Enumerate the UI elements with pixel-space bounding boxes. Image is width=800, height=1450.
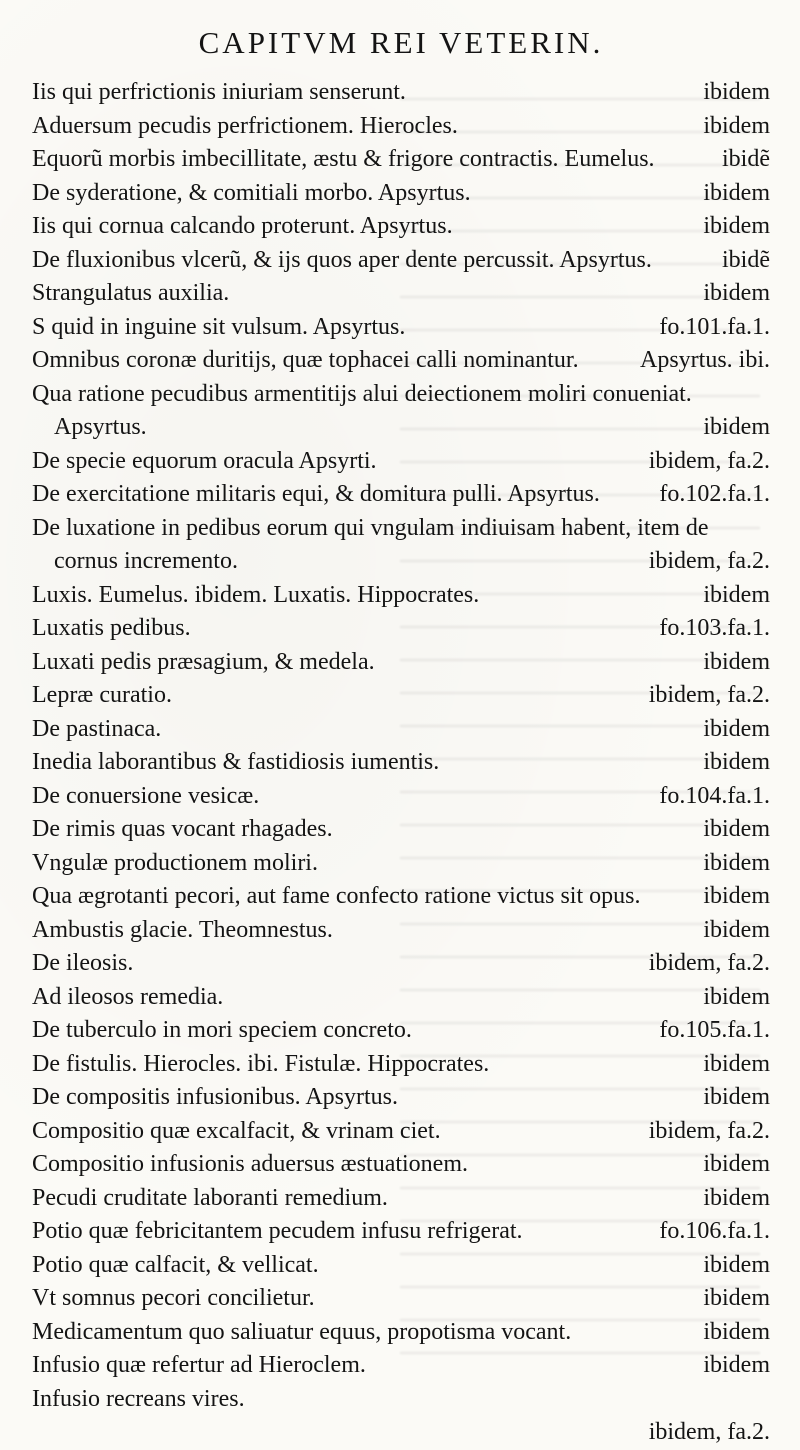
- index-entry: [32, 1249, 770, 1283]
- entry-reference: ibidem: [703, 1251, 770, 1278]
- index-entry: [32, 311, 770, 345]
- index-entry: [32, 76, 770, 110]
- entry-text: Aduersum pecudis perfrictionem. Hierocles.: [32, 112, 458, 139]
- entry-reference: fo.104.fa.1.: [659, 782, 770, 809]
- index-entry: [32, 143, 770, 177]
- entry-reference: ibidem: [703, 1285, 770, 1311]
- entry-text: Inedia laborantibus & fastidiosis iumentis.: [32, 749, 440, 775]
- entry-reference: ibidem, fa.2.: [648, 1419, 770, 1445]
- entry-reference: ibidem: [703, 916, 770, 943]
- entry-text: Iis qui cornua calcando proterunt. Apsyrtus.: [32, 213, 453, 239]
- entry-text: Potio quæ calfacit, & vellicat.: [32, 1251, 319, 1278]
- index-entry: [32, 1148, 770, 1182]
- entry-text: De luxatione in pedibus eorum qui vngulam indiuisam habent, item de: [32, 514, 709, 541]
- index-entry: [32, 847, 770, 881]
- entry-reference: ibidem: [703, 1184, 770, 1211]
- index-entry: [32, 947, 770, 981]
- entry-reference: ibidem: [703, 883, 770, 909]
- entry-reference: ibidem: [703, 179, 770, 206]
- entry-reference: fo.102.fa.1.: [659, 481, 770, 507]
- index-entry: [32, 177, 770, 211]
- entry-text: Iis qui perfrictionis iniuriam senserunt.: [32, 79, 406, 105]
- index-entry: [32, 1316, 770, 1350]
- entry-reference: ibidem: [703, 414, 770, 440]
- index-entry: [32, 746, 770, 780]
- entry-text: De conuersione vesicæ.: [32, 782, 260, 809]
- index-entry-continuation: [32, 1416, 770, 1450]
- index-entry: [32, 1215, 770, 1249]
- index-entry-continuation: [32, 545, 770, 579]
- entry-reference: fo.101.fa.1.: [659, 313, 770, 340]
- entry-text: De exercitatione militaris equi, & domitura pulli. Apsyrtus.: [32, 481, 600, 507]
- entry-reference: ibidem: [703, 749, 770, 775]
- entry-reference: ibidem: [703, 715, 770, 742]
- entry-text: Infusio recreans vires.: [32, 1385, 245, 1412]
- index-entry: [32, 1081, 770, 1115]
- index-entry: [32, 1349, 770, 1383]
- entry-text: S quid in inguine sit vulsum. Apsyrtus.: [32, 313, 406, 340]
- entry-reference: ibidem: [703, 816, 770, 842]
- index-entry: [32, 646, 770, 680]
- entry-text: De tuberculo in mori speciem concreto.: [32, 1017, 412, 1043]
- entry-reference: fo.103.fa.1.: [659, 615, 770, 641]
- entry-reference: ibidem: [703, 1151, 770, 1177]
- entry-reference: ibidem: [703, 79, 770, 105]
- entry-text: Luxatis pedibus.: [32, 615, 191, 641]
- entry-reference: ibidem, fa.2.: [648, 548, 770, 574]
- entry-text: De syderatione, & comitiali morbo. Apsyrtus.: [32, 179, 471, 206]
- entry-text: De pastinaca.: [32, 715, 162, 742]
- entry-reference: fo.106.fa.1.: [659, 1218, 770, 1244]
- entry-text: Medicamentum quo saliuatur equus, propotisma vocant.: [32, 1318, 572, 1345]
- index-entry: [32, 277, 770, 311]
- entry-text: Lepræ curatio.: [32, 682, 172, 708]
- entry-text: De rimis quas vocant rhagades.: [32, 816, 333, 842]
- entry-reference: Apsyrtus. ibi.: [639, 347, 770, 373]
- entry-text: Compositio infusionis aduersus æstuationem.: [32, 1151, 468, 1177]
- index-entry: [32, 445, 770, 479]
- entry-text: De ileosis.: [32, 950, 134, 976]
- index-entry: [32, 679, 770, 713]
- entry-reference: ibidem, fa.2.: [648, 950, 770, 976]
- entry-reference: ibidem: [703, 1050, 770, 1077]
- entry-reference: ibidem, fa.2.: [648, 1117, 770, 1144]
- entry-reference: ibidem: [703, 581, 770, 608]
- entry-reference: ibidem: [703, 983, 770, 1010]
- entry-text: Qua ægrotanti pecori, aut fame confecto ratione victus sit opus.: [32, 883, 641, 909]
- entry-text: Vt somnus pecori concilietur.: [32, 1285, 315, 1311]
- entry-text: De fistulis. Hierocles. ibi. Fistulæ. Hippocrates.: [32, 1050, 490, 1077]
- index-entry-continuation: [32, 411, 770, 445]
- entry-reference: ibidẽ: [722, 246, 770, 273]
- index-entry: [32, 813, 770, 847]
- entry-text: Compositio quæ excalfacit, & vrinam ciet.: [32, 1117, 441, 1144]
- index-entry: [32, 210, 770, 244]
- index-entry: [32, 1014, 770, 1048]
- entry-reference: ibidem: [703, 1318, 770, 1345]
- entry-text: Ambustis glacie. Theomnestus.: [32, 916, 333, 943]
- entry-reference: ibidẽ: [722, 146, 770, 172]
- index-entry: [32, 880, 770, 914]
- index-entry: [32, 1115, 770, 1149]
- index-entry: [32, 478, 770, 512]
- entry-text: Pecudi cruditate laboranti remedium.: [32, 1184, 388, 1211]
- entry-reference: ibidem: [703, 112, 770, 139]
- index-entry: [32, 110, 770, 144]
- entry-text: Luxis. Eumelus. ibidem. Luxatis. Hippocrates.: [32, 581, 480, 608]
- running-header: CAPITVM REI VETERIN.: [198, 25, 604, 60]
- entry-text: Equorũ morbis imbecillitate, æstu & frigore contractis. Eumelus.: [32, 146, 655, 172]
- entry-reference: ibidem: [703, 648, 770, 675]
- index-entry: [32, 579, 770, 613]
- index-entry: [32, 512, 770, 546]
- index-entry: [32, 612, 770, 646]
- index-entry: [32, 1048, 770, 1082]
- entry-text: Strangulatus auxilia.: [32, 280, 230, 306]
- index-entry: [32, 244, 770, 278]
- entry-text: Ad ileosos remedia.: [32, 983, 224, 1010]
- entry-reference: ibidem, fa.2.: [648, 447, 770, 474]
- entry-text: Potio quæ febricitantem pecudem infusu refrigerat.: [32, 1218, 523, 1244]
- entry-text: De fluxionibus vlcerũ, & ijs quos aper dente percussit. Apsyrtus.: [32, 246, 652, 273]
- entry-reference: ibidem: [703, 1084, 770, 1110]
- entry-text: De specie equorum oracula Apsyrti.: [32, 447, 377, 474]
- entry-text: Vngulæ productionem moliri.: [32, 849, 318, 876]
- entry-reference: ibidem: [703, 213, 770, 239]
- entry-text: Infusio quæ refertur ad Hieroclem.: [32, 1352, 366, 1378]
- entry-reference: ibidem, fa.2.: [648, 682, 770, 708]
- entry-text: De compositis infusionibus. Apsyrtus.: [32, 1084, 399, 1110]
- entry-reference: ibidem: [703, 280, 770, 306]
- index-entry: [32, 1182, 770, 1216]
- index-entry: [32, 344, 770, 378]
- entry-reference: fo.105.fa.1.: [659, 1017, 770, 1043]
- entry-text: Omnibus coronæ duritijs, quæ tophacei calli nominantur.: [32, 347, 579, 373]
- entry-text: Luxati pedis præsagium, & medela.: [32, 648, 375, 675]
- index-entry: [32, 378, 770, 412]
- index-entry: [32, 780, 770, 814]
- entry-reference: ibidem: [703, 849, 770, 876]
- index-entry: [32, 1282, 770, 1316]
- index-entry: [32, 981, 770, 1015]
- entry-text: Apsyrtus.: [54, 414, 147, 440]
- index-entry: [32, 1383, 770, 1417]
- index-entry: [32, 713, 770, 747]
- index-entry: [32, 914, 770, 948]
- entry-text: Qua ratione pecudibus armentitijs alui deiectionem moliri conueniat.: [32, 380, 692, 407]
- index-entries: [32, 76, 770, 1450]
- entry-reference: ibidem: [703, 1352, 770, 1378]
- entry-text: cornus incremento.: [54, 548, 238, 574]
